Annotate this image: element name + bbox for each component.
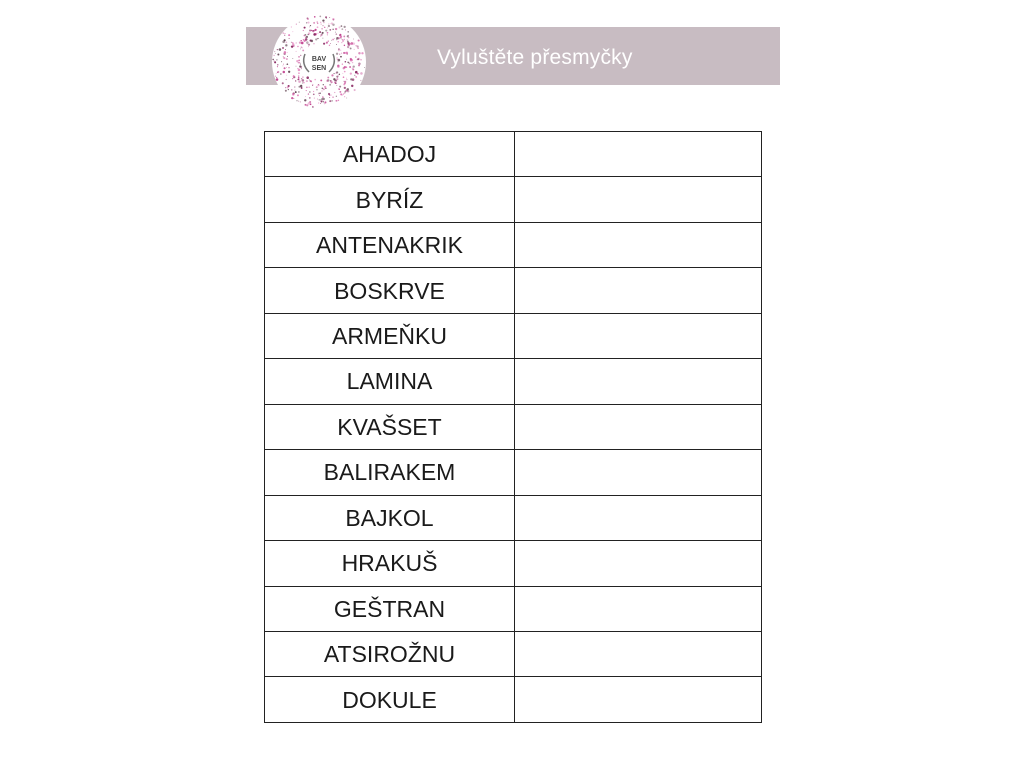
anagram-word: GEŠTRAN: [265, 586, 515, 631]
anagram-word: BALIRAKEM: [265, 450, 515, 495]
table-row: [265, 677, 762, 723]
answer-cell[interactable]: [515, 450, 762, 495]
anagram-word: BAJKOL: [265, 495, 515, 540]
answer-cell[interactable]: [515, 541, 762, 586]
answer-cell[interactable]: [515, 313, 762, 358]
anagram-word: HRAKUŠ: [265, 541, 515, 586]
answer-cell[interactable]: [515, 404, 762, 449]
answer-cell[interactable]: [515, 495, 762, 540]
anagram-word: AHADOJ: [265, 132, 515, 177]
table-row: [265, 586, 762, 631]
anagram-table: [264, 131, 762, 723]
anagram-word: BYRÍZ: [265, 177, 515, 222]
answer-cell[interactable]: [515, 177, 762, 222]
anagram-word: DOKULE: [265, 677, 515, 723]
table-row: [265, 631, 762, 676]
anagram-word: ANTENAKRIK: [265, 222, 515, 267]
table-row: [265, 222, 762, 267]
answer-cell[interactable]: [515, 631, 762, 676]
anagram-word: KVAŠSET: [265, 404, 515, 449]
logo-text-top: BAV: [311, 56, 327, 63]
answer-cell[interactable]: [515, 677, 762, 723]
logo-icon: [271, 14, 367, 110]
table-row: [265, 495, 762, 540]
answer-cell[interactable]: [515, 132, 762, 177]
anagram-word: LAMINA: [265, 359, 515, 404]
table-row: [265, 541, 762, 586]
logo-text-bottom: SEN: [311, 65, 327, 72]
table-row: [265, 450, 762, 495]
answer-cell[interactable]: [515, 359, 762, 404]
table-row: [265, 132, 762, 177]
anagram-word: ATSIROŽNU: [265, 631, 515, 676]
anagram-table-body: [265, 132, 762, 723]
table-row: [265, 359, 762, 404]
page-title: Vyluštěte přesmyčky: [437, 46, 633, 69]
table-row: [265, 313, 762, 358]
anagram-word: ARMEŇKU: [265, 313, 515, 358]
table-row: [265, 404, 762, 449]
table-row: [265, 177, 762, 222]
answer-cell[interactable]: [515, 222, 762, 267]
anagram-word: BOSKRVE: [265, 268, 515, 313]
answer-cell[interactable]: [515, 268, 762, 313]
answer-cell[interactable]: [515, 586, 762, 631]
table-row: [265, 268, 762, 313]
